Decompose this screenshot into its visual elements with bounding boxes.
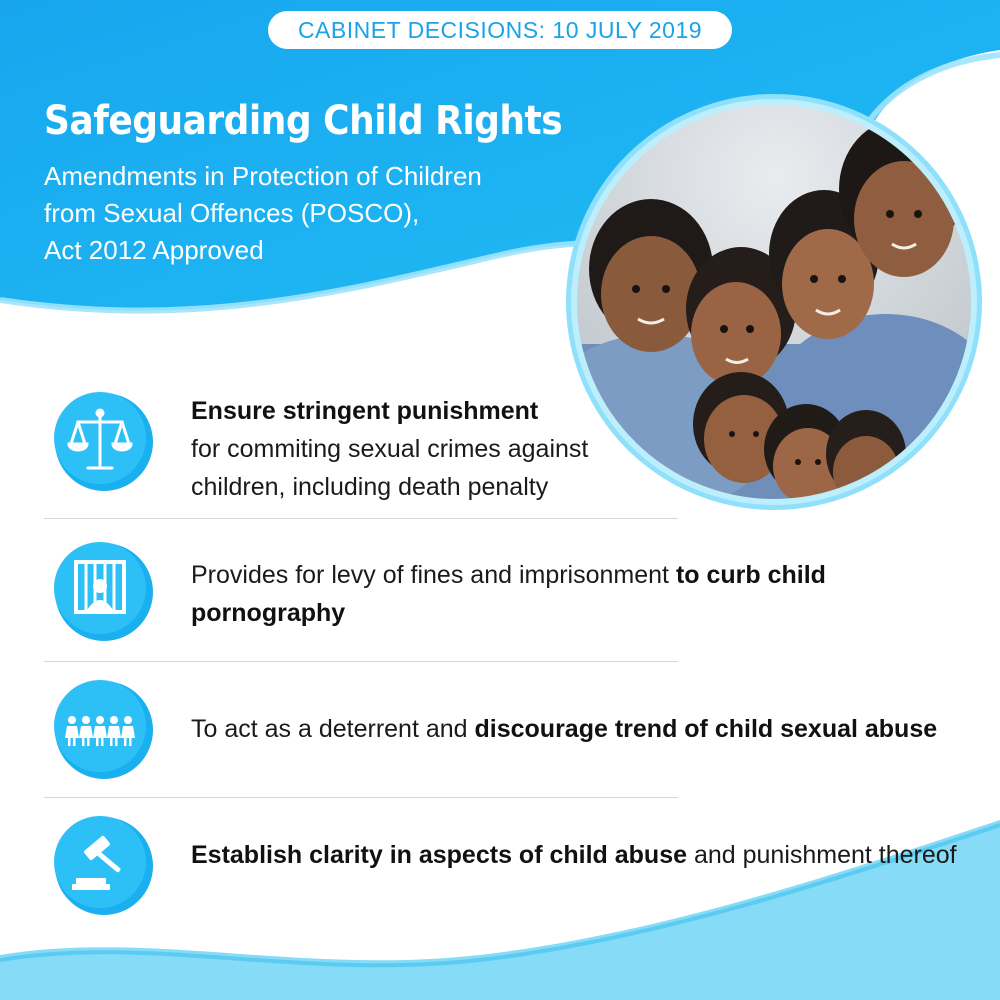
divider <box>44 797 678 798</box>
item-2-bold: to curb child pornography <box>191 561 826 627</box>
divider <box>44 518 678 519</box>
page-subtitle <box>44 158 564 269</box>
subtitle-line-1: Amendments in Protection of Children <box>44 161 482 191</box>
scales-of-justice-icon <box>54 392 154 492</box>
prison-bars-icon <box>54 542 154 642</box>
item-1-bold: Ensure stringent punishment <box>191 397 539 425</box>
item-4-bold: Establish clarity in aspects of child abuse <box>191 841 687 869</box>
item-1-text: for commiting sexual crimes against children, including death penalty <box>191 435 589 501</box>
item-3-text: To act as a deterrent and <box>191 715 475 743</box>
subtitle-line-2: from Sexual Offences (POSCO), <box>44 198 420 228</box>
subtitle-line-3: Act 2012 Approved <box>44 235 264 265</box>
item-4-text: and punishment thereof <box>687 841 957 869</box>
cabinet-decisions-tag: CABINET DECISIONS: 10 JULY 2019 <box>268 11 732 49</box>
page-title: Safeguarding Child Rights <box>44 98 563 144</box>
item-3-bold: discourage trend of child sexual abuse <box>474 715 938 743</box>
children-group-icon <box>54 680 154 780</box>
item-2-text: Provides for levy of fines and imprisonment <box>191 561 676 589</box>
divider <box>44 661 678 662</box>
gavel-icon <box>54 816 154 916</box>
